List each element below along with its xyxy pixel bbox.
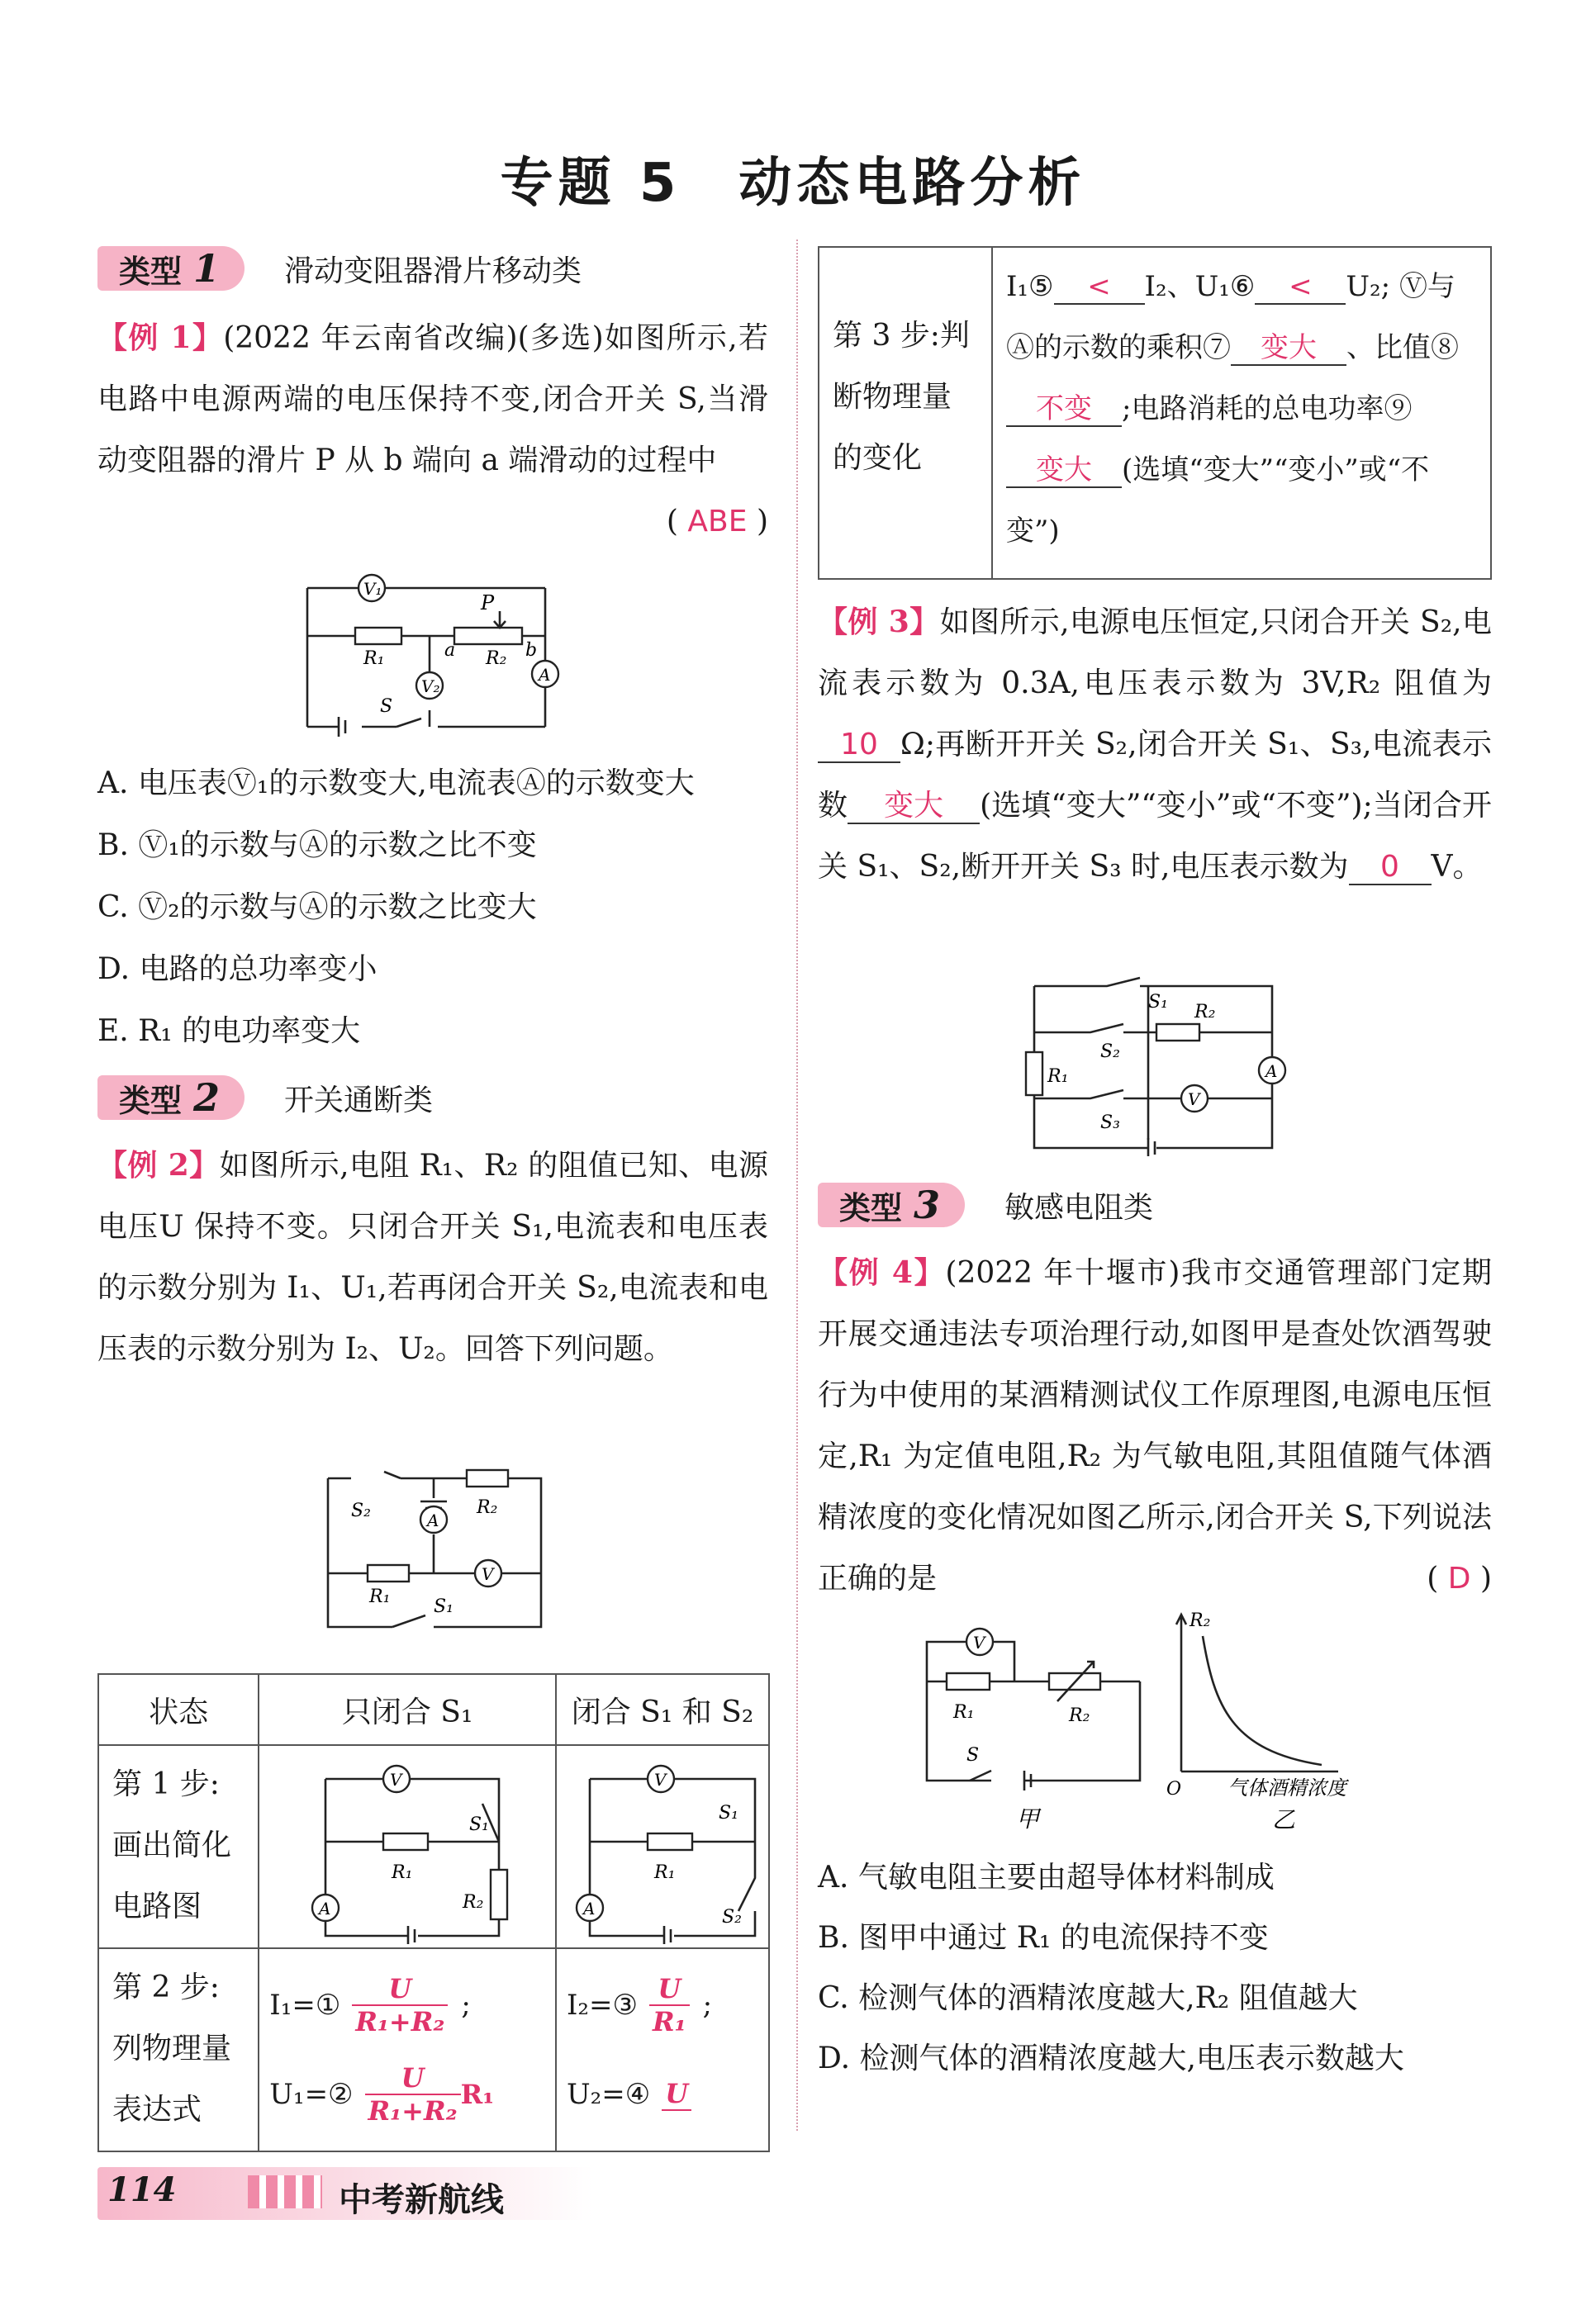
option-a: A. 电压表Ⓥ₁的示数变大,电流表Ⓐ的示数变大 — [97, 766, 695, 800]
type-2-tag — [97, 1074, 433, 1122]
s2-label: S₂ — [351, 1501, 371, 1521]
expressions-only-s1 — [259, 1948, 556, 2151]
r2-label: R₂ — [477, 1497, 498, 1518]
example-4-text: 【例 4】(2022 年十堰市)我市交通管理部门定期开展交通违法专项治理行动,如图甲是查处饮酒驾驶行为中使用的某酒精测试仪工作原理图,电源电压恒定,R₁ 为定值电阻,R₂ 为气敏电阻,其阻值随气体酒精浓度的变化情况如图乙所示,闭合开关 S,下列说法正确的是 ( D ) — [818, 1255, 1492, 1596]
blank-9: 变大 — [1006, 453, 1122, 488]
s3-label: S₃ — [1100, 1112, 1120, 1133]
semicolon: ; — [461, 1989, 471, 2022]
chart-yi — [1156, 1606, 1429, 1838]
r1-label: R₁ — [654, 1862, 676, 1883]
r2-label: R₂ — [1194, 1002, 1216, 1022]
denominator: R₁+R₂ — [355, 2006, 445, 2037]
example-body: (2022 年云南省改编)(多选)如图所示,若电路中电源两端的电压保持不变,闭合开关 S,当滑动变阻器的滑片 P 从 b 端向 a 端滑动的过程中 — [97, 321, 768, 477]
analysis-table-continued — [818, 246, 1492, 580]
simplified-circuit-1-cell — [259, 1745, 556, 1948]
example-body: (2022 年十堰市)我市交通管理部门定期开展交通违法专项治理行动,如图甲是查处饮酒驾驶行为中使用的某酒精测试仪工作原理图,电源电压恒定,R₁ 为定值电阻,R₂ 为气敏电阻,其阻值随气体酒精浓度的变化情况如图乙所示,闭合开关 S,下列说法正确的是 — [818, 1256, 1492, 1596]
example-label: 【例 1】 — [97, 320, 224, 355]
answer-u: U — [662, 2078, 691, 2111]
chart-origin-label: O — [1166, 1779, 1182, 1800]
voltmeter-label: V — [973, 1633, 985, 1653]
text: ;电路消耗的总电功率⑨ — [1122, 392, 1413, 425]
voltmeter-label: V — [390, 1770, 402, 1790]
ammeter-label: A — [539, 665, 551, 685]
v1-label: V₁ — [363, 579, 382, 599]
blank-voltage: 0 — [1349, 851, 1432, 885]
text: I₂、U₁⑥ — [1144, 270, 1256, 303]
chart-x-label: 气体酒精浓度 — [1227, 1776, 1346, 1800]
example-label: 【例 3】 — [818, 605, 940, 639]
column-divider — [796, 240, 798, 2131]
text: (选填“变大”“变小”或“不变”);当闭合开关 S₁、S₂,断开开关 S₃ 时,电压表示数为 — [818, 789, 1492, 884]
u1-expression: U₁=② — [269, 2078, 354, 2111]
example-label: 【例 4】 — [818, 1255, 946, 1290]
voltmeter-label: V — [1188, 1089, 1200, 1109]
circuit-diagram-2 — [318, 1462, 558, 1643]
type-name: 敏感电阻类 — [1004, 1190, 1154, 1225]
s1-label: S₁ — [469, 1814, 490, 1835]
semicolon: ; — [702, 1989, 713, 2022]
example-2-text — [97, 1135, 768, 1380]
page-number: 114 — [107, 2170, 177, 2209]
example-3-text — [818, 591, 1492, 898]
example-body: 如图所示,电阻 R₁、R₂ 的阻值已知、电源电压U 保持不变。只闭合开关 S₁,电流表和电压表的示数分别为 I₁、U₁,若再闭合开关 S₂,电流表和电压表的示数分别为 I₂、U₂。回答下列问题。 — [97, 1149, 768, 1366]
step-1-label: 第 1 步:画出简化电路图 — [98, 1745, 259, 1948]
type-number: 2 — [193, 1075, 221, 1120]
blank-r2: 10 — [818, 728, 900, 763]
figure-yi-caption: 乙 — [1272, 1806, 1296, 1833]
example-label: 【例 2】 — [97, 1148, 220, 1183]
text: Ω;再断开开关 S₂,闭合开关 S₁、S₃,电流表示数 — [818, 728, 1492, 823]
circuit-diagram-1 — [297, 562, 578, 743]
option-d: D. 电路的总功率变小 — [97, 952, 378, 986]
text: U₂; — [1346, 270, 1391, 303]
blank-8: 不变 — [1006, 392, 1122, 427]
r1-label: R₁ — [392, 1862, 413, 1883]
s2-label: S₂ — [722, 1907, 742, 1928]
text: V。 — [1431, 850, 1483, 884]
page-title: 专题 5 动态电路分析 — [500, 153, 1086, 214]
option-c: C. 检测气体的酒精浓度越大,R₂ 阻值越大 — [818, 1981, 1358, 2015]
type-label: 类型 — [839, 1189, 903, 1226]
ammeter-label: A — [427, 1511, 439, 1530]
figure-jia-caption: 甲 — [1016, 1805, 1040, 1833]
v2-label: V₂ — [421, 676, 440, 696]
blank-current: 变大 — [848, 790, 980, 824]
r2-label: R₂ — [463, 1892, 484, 1913]
answer: D — [1447, 1562, 1471, 1596]
example-1-text: 【例 1】(2022 年云南省改编)(多选)如图所示,若电路中电源两端的电压保持不变,闭合开关 S,当滑动变阻器的滑片 P 从 b 端向 a 端滑动的过程中 ( ABE ) — [97, 320, 768, 538]
ammeter-label: A — [319, 1899, 331, 1918]
multiplier: R₁ — [460, 2079, 495, 2110]
type-3-tag — [818, 1181, 1153, 1229]
type-number: 1 — [193, 246, 221, 291]
type-name: 开关通断类 — [284, 1083, 434, 1117]
numerator: U — [352, 1973, 448, 2006]
answer: ABE — [687, 505, 748, 538]
analysis-table — [97, 1673, 770, 2152]
b-end-label: b — [525, 640, 538, 661]
r2-label: R₂ — [486, 648, 507, 669]
step-3-label: 第 3 步:判断物理量的变化 — [819, 247, 992, 579]
type-name: 滑动变阻器滑片移动类 — [284, 254, 582, 288]
option-a: A. 气敏电阻主要由超导体材料制成 — [818, 1861, 1275, 1895]
blank-6: < — [1255, 270, 1346, 305]
r1-label: R₁ — [369, 1586, 391, 1607]
blank-5: < — [1054, 270, 1145, 305]
circuit-diagram-jia — [917, 1619, 1156, 1833]
text: 如图所示,电源电压恒定,只闭合开关 S₂,电流表示数为 0.3A,电压表示数为 3V,R₂ 阻值为 — [818, 605, 1492, 700]
denominator: R₁+R₂ — [368, 2095, 458, 2127]
step-2-label: 第 2 步:列物理量表达式 — [98, 1948, 259, 2151]
header-state: 状态 — [98, 1674, 259, 1745]
a-end-label: a — [444, 640, 456, 661]
option-b: B. Ⓥ₁的示数与Ⓐ的示数之比不变 — [97, 828, 537, 862]
option-b: B. 图甲中通过 R₁ 的电流保持不变 — [818, 1921, 1269, 1955]
voltmeter-label: V — [482, 1564, 494, 1584]
text: Ⓥ与Ⓐ的示数的乘积⑦ — [1006, 270, 1455, 364]
expressions-s1-s2 — [556, 1948, 769, 2151]
denominator: R₁ — [653, 2006, 686, 2037]
type-label: 类型 — [119, 1082, 183, 1119]
option-d: D. 检测气体的酒精浓度越大,电压表示数越大 — [818, 2042, 1404, 2075]
blank-7: 变大 — [1231, 331, 1346, 366]
text: I₁⑤ — [1006, 270, 1054, 303]
step-3-content — [992, 247, 1491, 579]
simplified-circuit-2-cell — [556, 1745, 769, 1948]
r1-label: R₁ — [1047, 1066, 1069, 1087]
type-label: 类型 — [119, 253, 183, 290]
circuit-diagram-3 — [1024, 975, 1289, 1156]
ammeter-label: A — [1265, 1061, 1278, 1081]
s1-label: S₁ — [719, 1803, 738, 1824]
simplified-circuit-1 — [259, 1746, 550, 1944]
numerator: U — [365, 2062, 461, 2095]
simplified-circuit-2 — [557, 1746, 768, 1944]
slider-p-label: P — [481, 591, 495, 614]
footer-decoration — [248, 2175, 322, 2208]
s2-label: S₂ — [1100, 1041, 1120, 1062]
text: (选填“变大”“变小”或“不变”) — [1006, 453, 1430, 548]
i1-expression: I₁=① — [269, 1989, 341, 2022]
ammeter-label: A — [583, 1899, 596, 1918]
numerator: U — [649, 1973, 690, 2006]
i2-expression: I₂=③ — [567, 1989, 639, 2022]
s1-label: S₁ — [1148, 992, 1168, 1013]
u2-expression: U₂=④ — [567, 2078, 651, 2111]
r1-label: R₁ — [953, 1702, 975, 1723]
header-only-s1: 只闭合 S₁ — [259, 1674, 556, 1745]
type-number: 3 — [914, 1183, 941, 1227]
voltmeter-label: V — [654, 1770, 667, 1790]
chart-y-label: R₂ — [1190, 1610, 1211, 1631]
option-c: C. Ⓥ₂的示数与Ⓐ的示数之比变大 — [97, 890, 537, 924]
switch-label: S — [966, 1745, 980, 1766]
r1-label: R₁ — [363, 648, 385, 669]
r2-label: R₂ — [1069, 1705, 1090, 1726]
chart-curve — [1203, 1636, 1322, 1765]
type-1-tag — [97, 244, 582, 292]
header-s1-s2: 闭合 S₁ 和 S₂ — [556, 1674, 769, 1745]
option-e: E. R₁ 的电功率变大 — [97, 1014, 361, 1048]
text: 、比值⑧ — [1346, 331, 1459, 364]
s1-label: S₁ — [434, 1596, 453, 1617]
footer-brand: 中考新航线 — [339, 2181, 504, 2219]
switch-label: S — [380, 696, 393, 717]
